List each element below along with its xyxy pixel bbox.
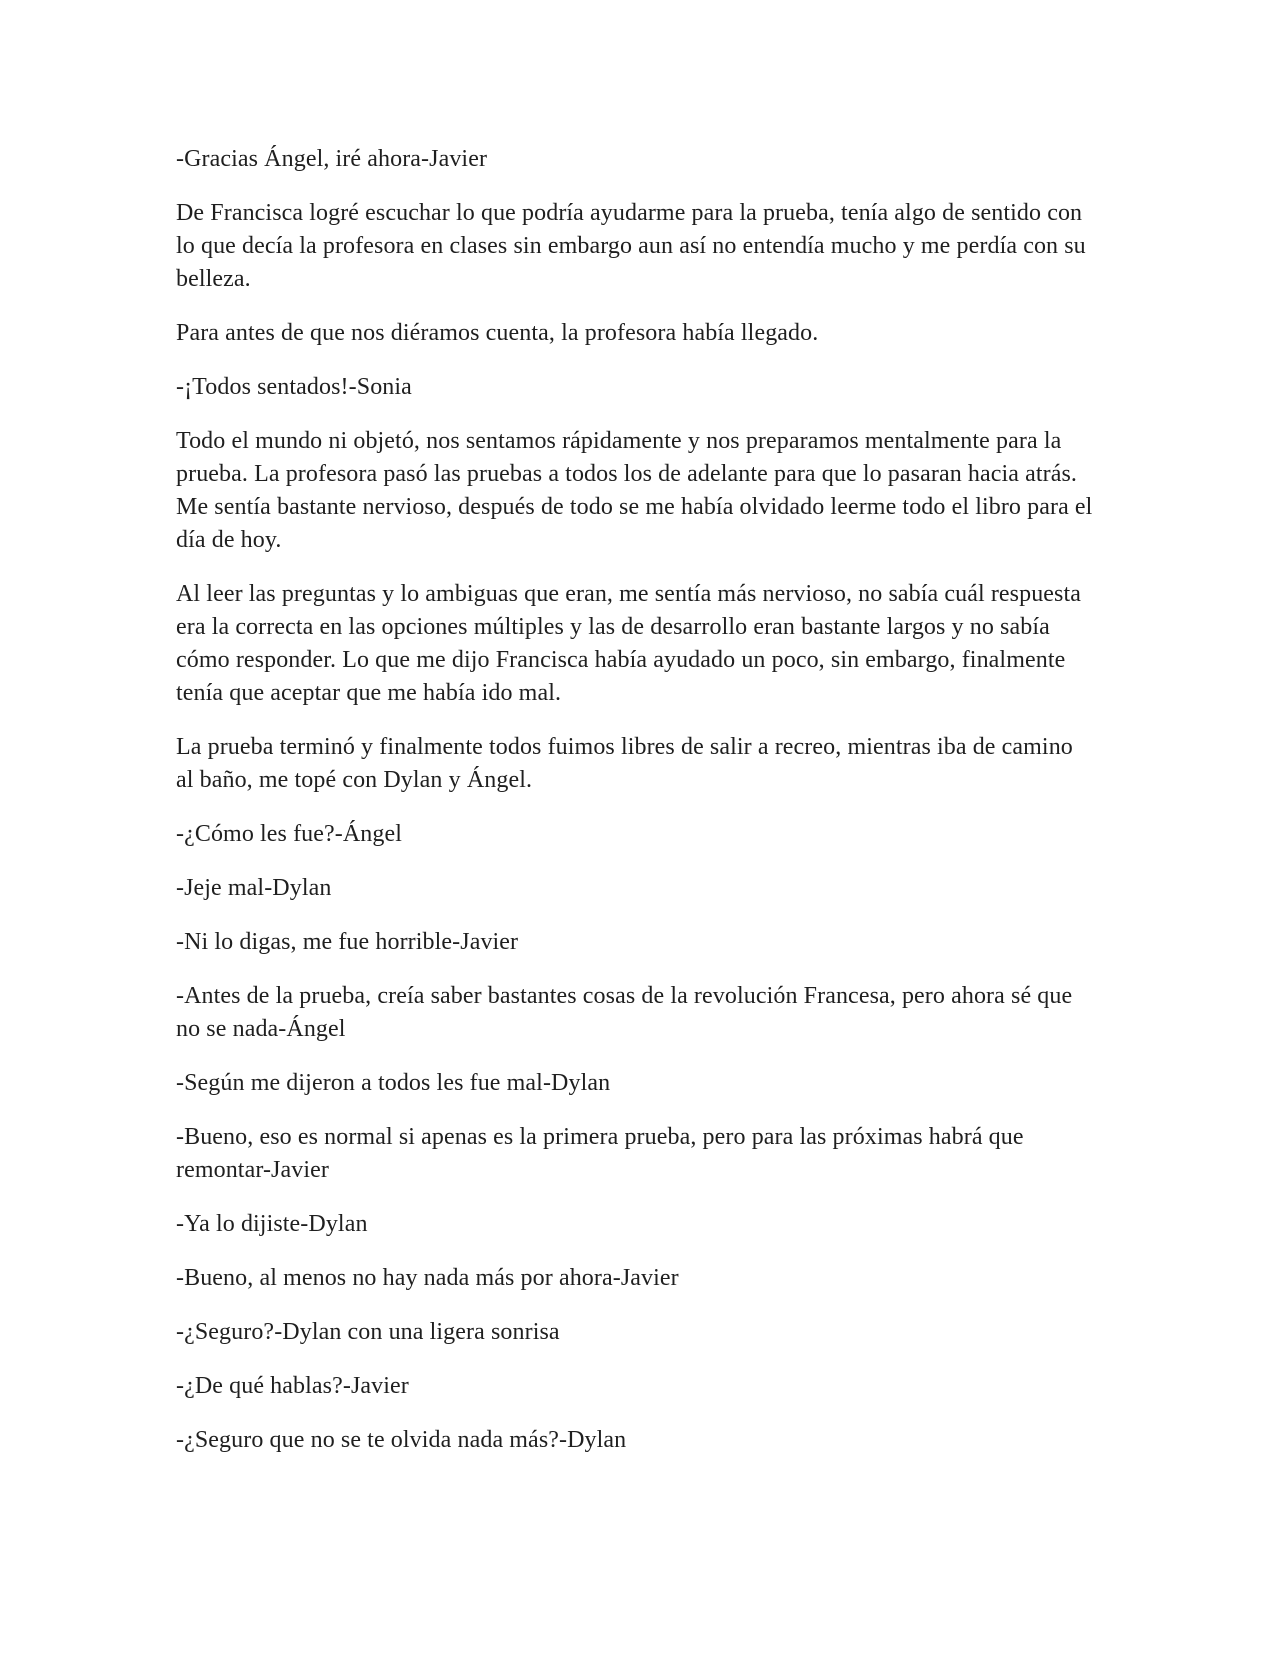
paragraph-17: -¿De qué hablas?-Javier [176, 1373, 409, 1399]
paragraph-12: -Según me dijeron a todos les fue mal-Dylan [176, 1070, 611, 1096]
paragraph-2: De Francisca logré escuchar lo que podría ayudarme para la prueba, tenía algo de sentido con lo que decía la profesora en clases sin embargo aun así no entendía mucho y me perdía con su belleza. [176, 200, 1086, 292]
paragraph-4: -¡Todos sentados!-Sonia [176, 374, 412, 400]
paragraph-9: -Jeje mal-Dylan [176, 875, 332, 901]
paragraph-6: Al leer las preguntas y lo ambiguas que eran, me sentía más nervioso, no sabía cuál respuesta era la correcta en las opciones múltiples y las de desarrollo eran bastante largos y no sabía cómo responder. Lo que me dijo Francisca había ayudado un poco, sin embargo, finalmente tenía que aceptar que me había ido mal. [176, 581, 1082, 706]
paragraph-16: -¿Seguro?-Dylan con una ligera sonrisa [176, 1319, 560, 1345]
paragraph-1: -Gracias Ángel, iré ahora-Javier [176, 146, 488, 172]
paragraph-7: La prueba terminó y finalmente todos fuimos libres de salir a recreo, mientras iba de camino al baño, me topé con Dylan y Ángel. [176, 734, 1073, 793]
paragraph-5: Todo el mundo ni objetó, nos sentamos rápidamente y nos preparamos mentalmente para la prueba. La profesora pasó las pruebas a todos los de adelante para que lo pasaran hacia atrás. Me sentía bastante nervioso, después de todo se me había olvidado leerme todo el libro para el día de hoy. [176, 428, 1093, 553]
paragraph-13: -Bueno, eso es normal si apenas es la primera prueba, pero para las próximas habrá que remontar-Javier [176, 1124, 1024, 1183]
paragraph-3: Para antes de que nos diéramos cuenta, la profesora había llegado. [176, 320, 819, 346]
paragraph-10: -Ni lo digas, me fue horrible-Javier [176, 929, 519, 955]
paragraph-18: -¿Seguro que no se te olvida nada más?-Dylan [176, 1427, 627, 1453]
paragraph-11: -Antes de la prueba, creía saber bastantes cosas de la revolución Francesa, pero ahora sé que no se nada-Ángel [176, 983, 1073, 1042]
paragraph-14: -Ya lo dijiste-Dylan [176, 1211, 368, 1237]
paragraph-15: -Bueno, al menos no hay nada más por ahora-Javier [176, 1265, 679, 1291]
paragraph-8: -¿Cómo les fue?-Ángel [176, 821, 403, 847]
